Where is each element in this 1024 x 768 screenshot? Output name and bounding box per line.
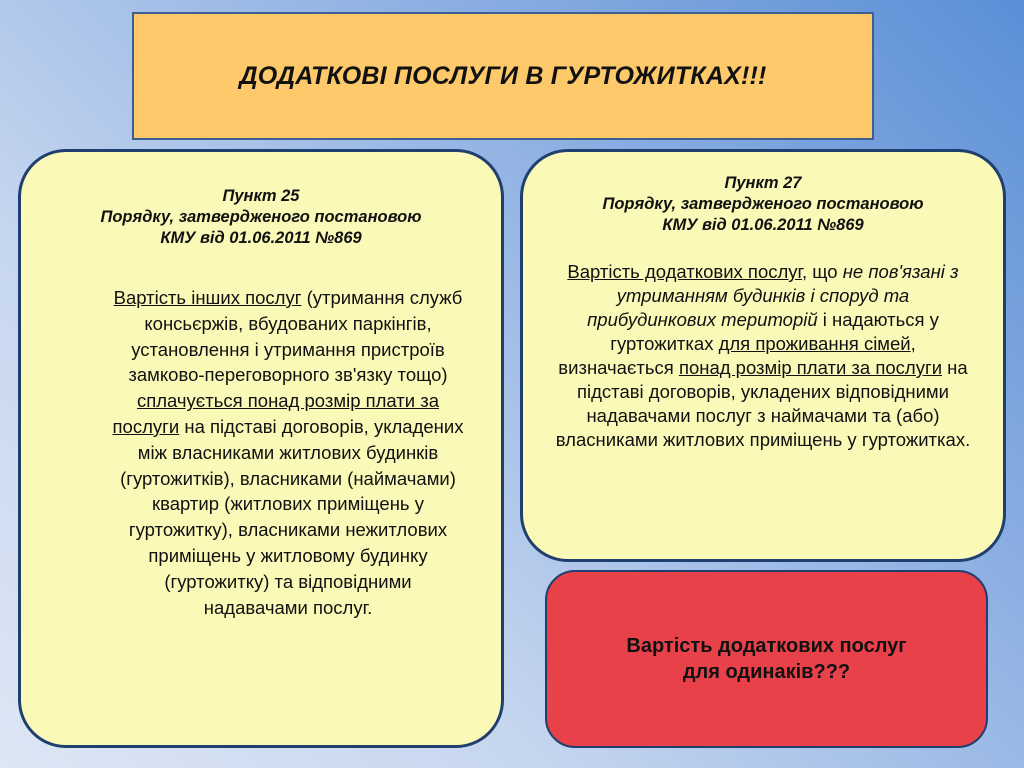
right-panel-punkt-27 [520,149,1006,562]
right-body-part-6: , визначається [558,333,916,378]
left-body-part-2: (утримання служб консьєржів, вбудованих паркінгів, установлення і утримання пристроїв замково-переговорного зв'язку тощо) [128,287,463,386]
right-body-part-2: , що [802,261,843,282]
left-panel-body [111,285,465,620]
right-heading-line-1: Пункт 27 [724,174,802,192]
right-body-part-8: на підставі договорів, укладених відповідними надавачами послуг з наймачами та (або) власниками житлових приміщень у гуртожитках. [555,357,971,450]
right-body-part-5: для проживання сімей [718,333,911,354]
question-text [626,633,906,685]
right-body-part-1: Вартість додаткових послуг [567,261,803,282]
right-body-part-7: понад розмір плати за послуги [678,357,943,378]
title-banner [132,12,874,140]
question-line-2: для одинаків??? [682,661,851,683]
left-body-part-4: на підставі договорів, укладених між власниками житлових будинків (гуртожитків), власниками (наймачами) квартир (житлових приміщень у гуртожитку), власниками нежитлових приміщень у житловому будинку (гуртожитку) та відповідними надавачами послуг. [120,415,464,618]
left-heading-line-1: Пункт 25 [222,187,300,205]
right-panel-heading [523,173,1003,236]
left-heading-line-2: Порядку, затвердженого постановою [100,208,422,226]
right-body-part-4: і надаються у гуртожитках [610,309,939,354]
left-panel-heading [21,186,501,249]
left-heading-line-3: КМУ від 01.06.2011 №869 [160,229,362,247]
page-title: ДОДАТКОВІ ПОСЛУГИ В ГУРТОЖИТКАХ!!! [239,61,767,90]
question-line-1: Вартість додаткових послуг [626,635,907,657]
left-body-part-1: Вартість інших послуг [113,287,302,308]
question-box [545,570,988,748]
left-panel-punkt-25 [18,149,504,748]
right-heading-line-3: КМУ від 01.06.2011 №869 [662,216,864,234]
right-body-part-3: не пов'язані з утриманням будинків і споруд та прибудинкових територій [587,261,959,330]
right-heading-line-2: Порядку, затвердженого постановою [602,195,924,213]
left-body-part-3: сплачується понад розмір плати за послуги [112,390,440,437]
right-panel-body [553,260,973,452]
